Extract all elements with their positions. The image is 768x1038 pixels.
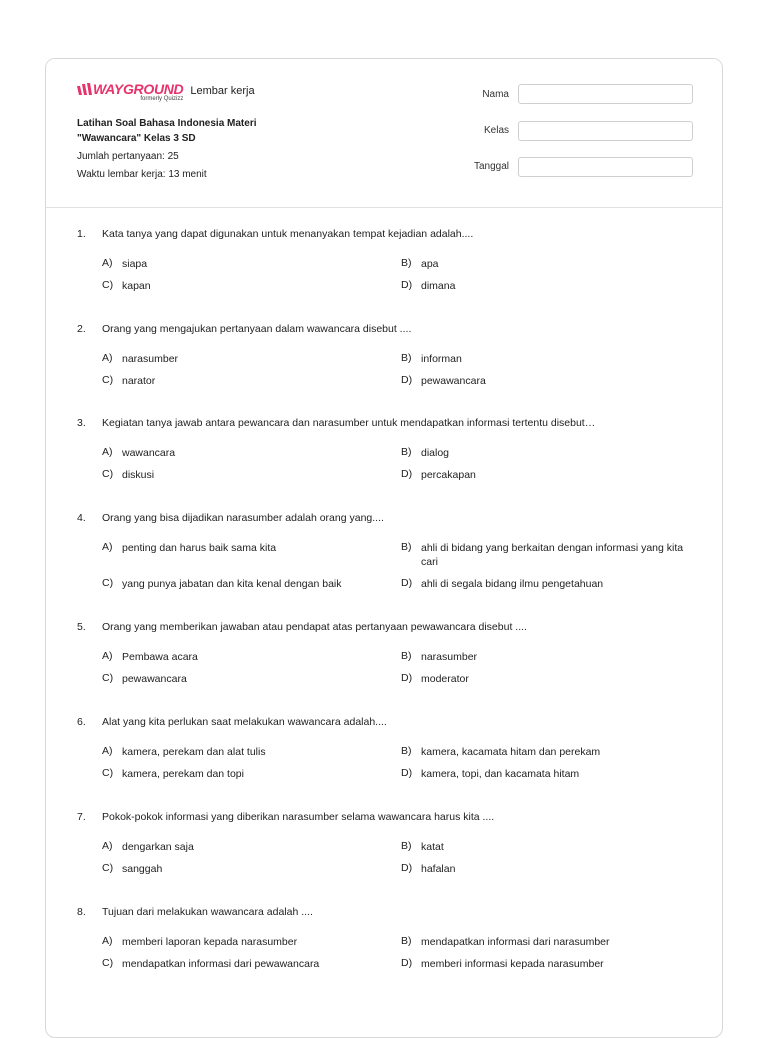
question-text: Alat yang kita perlukan saat melakukan wawancara adalah.... xyxy=(102,716,387,728)
worksheet-header xyxy=(46,59,722,208)
question-text: Orang yang bisa dijadikan narasumber adalah orang yang.... xyxy=(102,512,384,524)
question-number: 3. xyxy=(77,417,86,429)
title-line-2: "Wawancara" Kelas 3 SD xyxy=(77,133,196,144)
option-c: C) pewawancara xyxy=(102,672,187,685)
option-b: B) dialog xyxy=(401,446,450,459)
option-b: B) narasumber xyxy=(401,650,478,663)
option-c: C) narator xyxy=(102,374,156,387)
option-b: B) apa xyxy=(401,257,439,270)
wayground-logo xyxy=(77,81,183,102)
option-a: A) Pembawa acara xyxy=(102,650,198,663)
class-label: Kelas xyxy=(483,125,509,136)
option-c: C) diskusi xyxy=(102,468,155,481)
name-field[interactable] xyxy=(518,84,693,104)
option-a: A) siapa xyxy=(102,257,148,270)
option-b: B) informan xyxy=(401,352,462,365)
worksheet xyxy=(45,58,723,1038)
question-text: Kegiatan tanya jawab antara pewancara dan narasumber untuk mendapatkan informasi tertentu disebut… xyxy=(102,417,596,429)
question-text: Orang yang memberikan jawaban atau pendapat atas pertanyaan pewawancara disebut .... xyxy=(102,621,527,633)
title-line-1: Latihan Soal Bahasa Indonesia Materi xyxy=(77,118,257,129)
option-c: C) yang punya jabatan dan kita kenal dengan baik xyxy=(102,577,342,590)
option-d: D) dimana xyxy=(401,279,456,292)
question-text: Kata tanya yang dapat digunakan untuk menanyakan tempat kejadian adalah.... xyxy=(102,228,474,240)
date-field[interactable] xyxy=(518,157,693,177)
option-a: A) narasumber xyxy=(102,352,179,365)
question-text: Tujuan dari melakukan wawancara adalah .... xyxy=(102,906,313,918)
option-a: A) dengarkan saja xyxy=(102,840,194,853)
option-b: B) mendapatkan informasi dari narasumber xyxy=(401,935,610,948)
name-label: Nama xyxy=(482,89,509,100)
option-a: A) wawancara xyxy=(102,446,176,459)
option-a: A) penting dan harus baik sama kita xyxy=(102,541,277,554)
option-a: A) memberi laporan kepada narasumber xyxy=(102,935,298,948)
brand-name: WAYGROUND xyxy=(93,81,184,97)
option-d: D) hafalan xyxy=(401,862,456,875)
date-label: Tanggal xyxy=(473,161,509,172)
option-c: C) kamera, perekam dan topi xyxy=(102,767,244,780)
sheet-type-label: Lembar kerja xyxy=(190,85,255,97)
question-number: 1. xyxy=(77,228,86,240)
option-d: D) ahli di segala bidang ilmu pengetahuan xyxy=(401,577,604,590)
question-text: Pokok-pokok informasi yang diberikan narasumber selama wawancara harus kita .... xyxy=(102,811,495,823)
worksheet-title xyxy=(77,116,257,146)
option-d: D) kamera, topi, dan kacamata hitam xyxy=(401,767,580,780)
option-b: B) katat xyxy=(401,840,444,853)
option-d: D) percakapan xyxy=(401,468,476,481)
question-text: Orang yang mengajukan pertanyaan dalam wawancara disebut .... xyxy=(102,323,412,335)
class-field[interactable] xyxy=(518,121,693,141)
question-number: 5. xyxy=(77,621,86,633)
option-c: C) kapan xyxy=(102,279,151,292)
option-a: A) kamera, perekam dan alat tulis xyxy=(102,745,266,758)
option-d: D) memberi informasi kepada narasumber xyxy=(401,957,604,970)
question-number: 4. xyxy=(77,512,86,524)
question-number: 2. xyxy=(77,323,86,335)
option-d: D) moderator xyxy=(401,672,469,685)
worksheet-duration: Waktu lembar kerja: 13 menit xyxy=(77,169,207,180)
question-number: 8. xyxy=(77,906,86,918)
brand-subtitle: formerly Quizizz xyxy=(140,96,184,102)
question-count: Jumlah pertanyaan: 25 xyxy=(77,151,179,162)
option-b: B) kamera, kacamata hitam dan perekam xyxy=(401,745,601,758)
question-number: 7. xyxy=(77,811,86,823)
option-c: C) sanggah xyxy=(102,862,163,875)
option-b: B) ahli di bidang yang berkaitan dengan informasi yang kita cari xyxy=(401,541,684,568)
question-number: 6. xyxy=(77,716,86,728)
brand-row xyxy=(77,81,255,102)
option-d: D) pewawancara xyxy=(401,374,486,387)
wayground-mark-icon xyxy=(77,83,93,95)
option-c: C) mendapatkan informasi dari pewawancara xyxy=(102,957,320,970)
